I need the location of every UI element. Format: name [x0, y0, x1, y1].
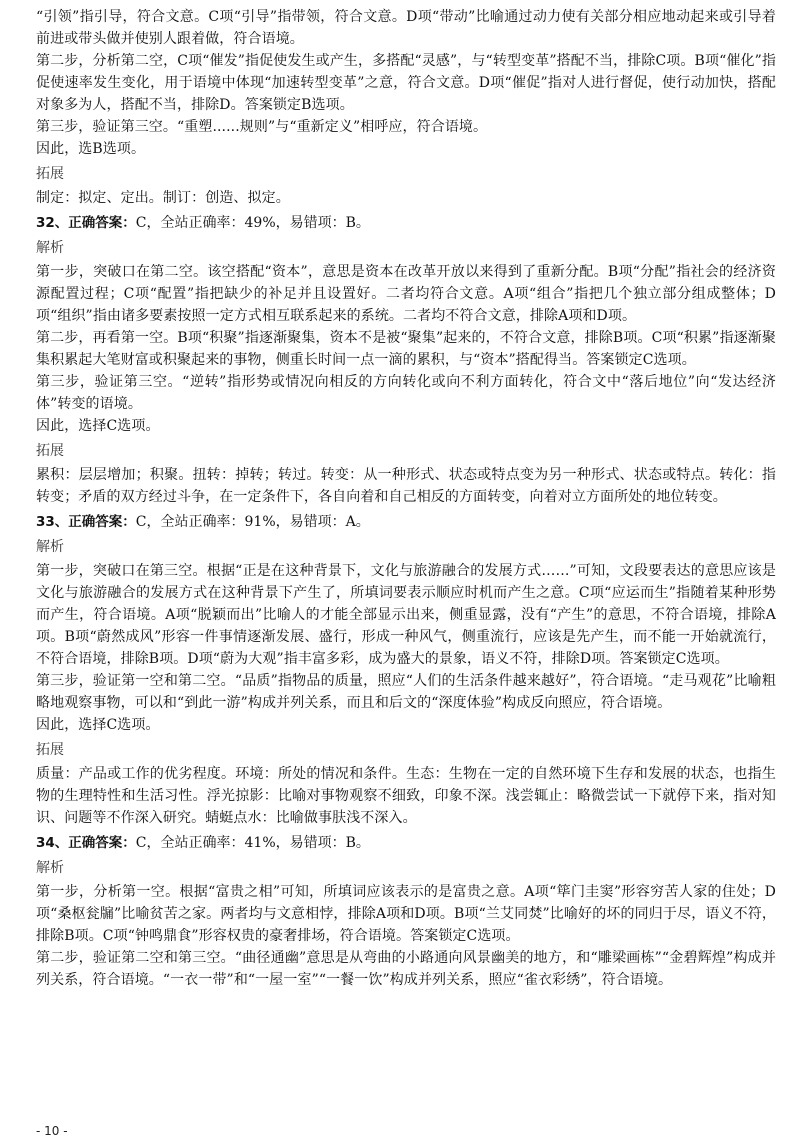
q33-answer-heading: 33、正确答案：	[36, 514, 136, 530]
q32-paragraph-2: 第二步，再看第一空。B项“积聚”指逐渐聚集，资本不是被“聚集”起来的，不符合文意，排除B项。C项“积累”指逐渐聚集积累起大笔财富或积聚起来的事物，侧重长时间一点一滴的累积，与“资本”搭配得当。答案锁定C选项。	[36, 330, 776, 368]
q32-conclusion: 因此，选择C选项。	[36, 418, 160, 434]
q32-extension-label: 拓展	[36, 443, 64, 459]
q33-extension-label: 拓展	[36, 742, 64, 758]
q34-answer-heading: 34、正确答案：	[36, 835, 136, 851]
q32-extension-text: 累积：层层增加；积聚。扭转：掉转；转过。转变：从一种形式、状态或特点变为另一种形式、状态或特点。转化：指转变；矛盾的双方经过斗争，在一定条件下，各自向着和自己相反的方面转变，向着对立方面所处的地位转变。	[36, 467, 776, 505]
q32-paragraph-1: 第一步，突破口在第二空。该空搭配“资本”，意思是资本在改革开放以来得到了重新分配。B项“分配”指社会的经济资源配置过程；C项“配置”指把缺少的补足并且设置好。二者均符合文意。A项“组合”指把几个独立部分组成整体；D项“组织”指由诸多要素按照一定方式相互联系起来的系统。二者均不符合文意，排除A项和D项。	[36, 264, 776, 324]
q31-paragraph-1: “引领”指引导，符合文意。C项“引导”指带领，符合文意。D项“带动”比喻通过动力使有关部分相应地动起来或引导着前进或带头做并使别人跟着做，符合语境。	[36, 9, 776, 47]
q33-paragraph-2: 第三步，验证第一空和第二空。“品质”指物品的质量，照应“人们的生活条件越来越好”，符合语境。“走马观花”比喻粗略地观察事物，可以和“到此一游”构成并列关系，而且和后文的“深度体验”构成反向照应，符合语境。	[36, 673, 776, 711]
q31-paragraph-3: 第三步，验证第三空。“重塑......规则”与“重新定义”相呼应，符合语境。	[36, 119, 488, 135]
q31-paragraph-2: 第二步，分析第二空，C项“催发”指促使发生或产生，多搭配“灵感”，与“转型变革”搭配不当，排除C项。B项“催化”指促使速率发生变化，用于语境中体现“加速转型变革”之意，符合文意。D项“催促”指对人进行督促，使行动加快，搭配对象多为人，搭配不当，排除D。答案锁定B选项。	[36, 53, 776, 113]
q33-paragraph-1: 第一步，突破口在第三空。根据“正是在这种背景下，文化与旅游融合的发展方式……”可知，文段要表达的意思应该是文化与旅游融合的发展方式在这种背景下产生了，所填词要表示顺应时机而产生之意。C项“应运而生”指随着某种形势而产生，符合语境。A项“脱颖而出”比喻人的才能全部显示出来，侧重显露，没有“产生”的意思，不符合语境，排除A项。B项“蔚然成风”形容一件事情逐渐发展、盛行，形成一种风气，侧重流行，应该是先产生，而不能一开始就流行，不符合语境，排除B项。D项“蔚为大观”指丰富多彩，成为盛大的景象，语义不符，排除D项。答案锁定C选项。	[36, 563, 776, 667]
document-page	[36, 6, 776, 991]
q32-answer-line	[36, 212, 776, 234]
q34-paragraph-2: 第二步，验证第二空和第三空。“曲径通幽”意思是从弯曲的小路通向风景幽美的地方，和“雕梁画栋”“金碧辉煌”构成并列关系，符合语境。“一衣一带”和“一屋一室”“一餐一饮”构成并列关系，照应“雀衣彩绣”，符合语境。	[36, 950, 776, 988]
q34-answer-line	[36, 832, 776, 854]
page-number: - 10 -	[36, 1124, 68, 1138]
q32-answer-heading: 32、正确答案：	[36, 215, 136, 231]
q31-conclusion: 因此，选B选项。	[36, 141, 146, 157]
q32-paragraph-3: 第三步，验证第三空。“逆转”指形势或情况向相反的方向转化或向不利方面转化，符合文中“落后地位”向“发达经济体”转变的语境。	[36, 374, 776, 412]
q33-conclusion: 因此，选择C选项。	[36, 717, 160, 733]
q33-extension-text: 质量：产品或工作的优劣程度。环境：所处的情况和条件。生态：生物在一定的自然环境下生存和发展的状态，也指生物的生理特性和生活习性。浮光掠影：比喻对事物观察不细致，印象不深。浅尝辄止：略微尝试一下就停下来，指对知识、问题等不作深入研究。蜻蜓点水：比喻做事肤浅不深入。	[36, 766, 776, 826]
q32-answer-detail: C，全站正确率：49%，易错项：B。	[135, 215, 370, 231]
q34-paragraph-1: 第一步，分析第一空。根据“富贵之相”可知，所填词应该表示的是富贵之意。A项“筚门圭窦”形容穷苦人家的住处；D项“桑枢瓮牖”比喻贫苦之家。两者均与文意相悖，排除A项和D项。B项“兰艾同焚”比喻好的坏的同归于尽，语义不符，排除B项。C项“钟鸣鼎食”形容权贵的豪奢排场，符合语境。答案锁定C选项。	[36, 884, 776, 944]
q31-extension-label: 拓展	[36, 166, 64, 182]
q32-analysis-label: 解析	[36, 240, 64, 256]
q33-answer-line	[36, 511, 776, 533]
q33-answer-detail: C，全站正确率：91%，易错项：A。	[135, 514, 370, 530]
q33-analysis-label: 解析	[36, 539, 64, 555]
q31-extension-text: 制定：拟定、定出。制订：创造、拟定。	[36, 190, 290, 206]
q34-answer-detail: C，全站正确率：41%，易错项：B。	[135, 835, 370, 851]
q34-analysis-label: 解析	[36, 860, 64, 876]
